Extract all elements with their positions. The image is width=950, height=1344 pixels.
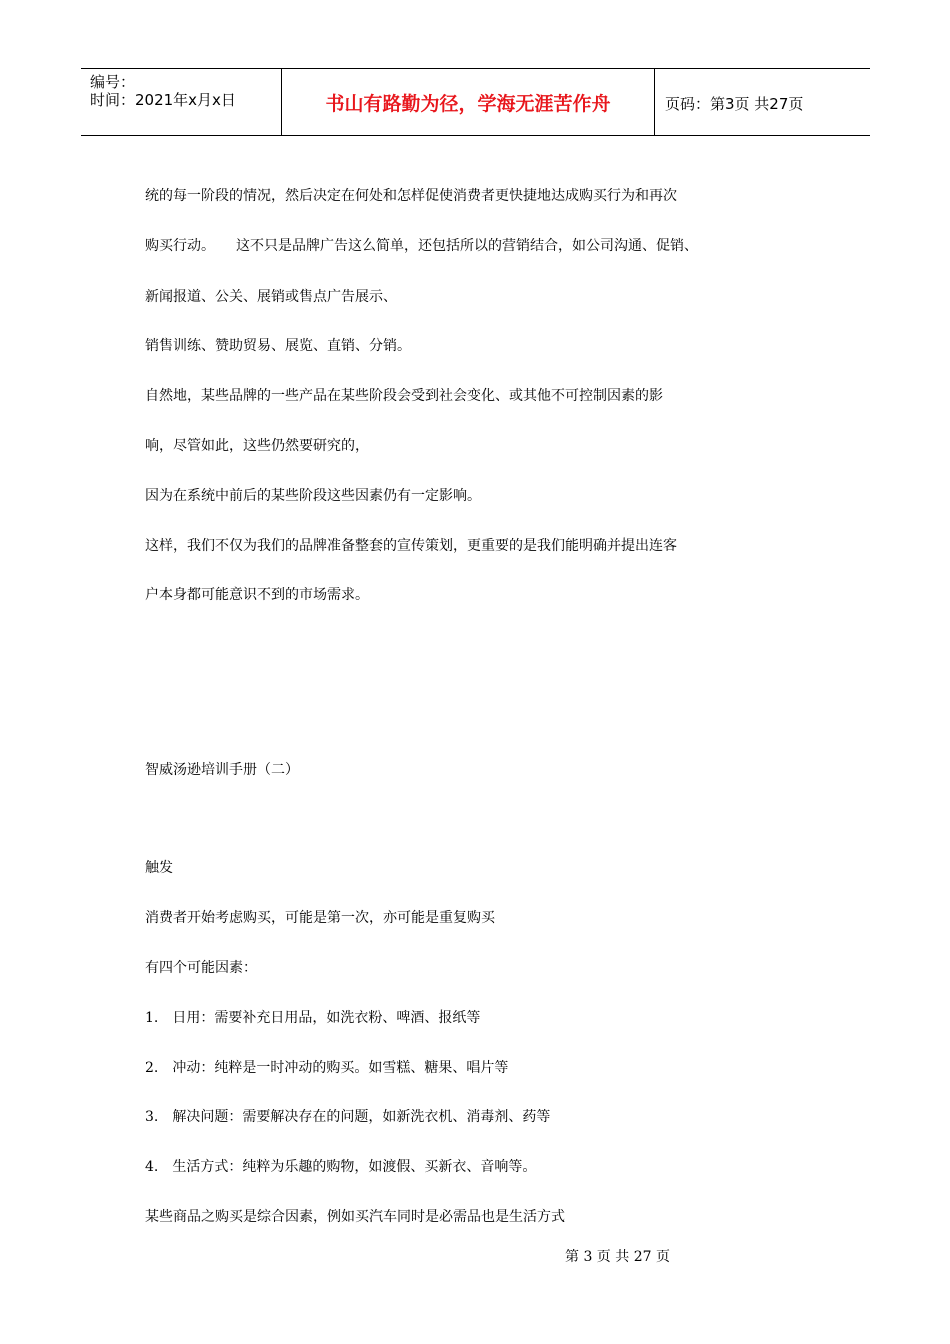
header-page-cell (655, 69, 870, 135)
body-line: 这样，我们不仅为我们的品牌准备整套的宣传策划，更重要的是我们能明确并提出连客 (145, 538, 677, 554)
body-line: 消费者开始考虑购买，可能是第一次，亦可能是重复购买 (145, 910, 495, 926)
motto-text: 书山有路勤为径，学海无涯苦作舟 (325, 93, 611, 115)
header-meta-cell (81, 69, 281, 135)
page-footer: 第 3 页 共 27 页 (565, 1249, 670, 1265)
header-motto-cell (281, 69, 655, 135)
section-title: 智威汤逊培训手册（二） (145, 762, 299, 778)
body-line: 统的每一阶段的情况，然后决定在何处和怎样促使消费者更快捷地达成购买行为和再次 (145, 188, 677, 204)
body-line: 某些商品之购买是综合因素，例如买汽车同时是必需品也是生活方式 (145, 1209, 565, 1225)
body-line: 购买行动。 这不只是品牌广告这么简单，还包括所以的营销结合，如公司沟通、促销、 (145, 238, 698, 254)
body-line: 响，尽管如此，这些仍然要研究的， (145, 438, 369, 454)
body-line: 新闻报道、公关、展销或售点广告展示、 (145, 289, 397, 305)
document-date: 时间：2021年x月x日 (90, 91, 236, 109)
document-header (81, 68, 870, 136)
body-line: 因为在系统中前后的某些阶段这些因素仍有一定影响。 (145, 488, 481, 504)
list-item: 4. 生活方式：纯粹为乐趣的购物，如渡假、买新衣、音响等。 (145, 1159, 537, 1175)
body-line: 自然地，某些品牌的一些产品在某些阶段会受到社会变化、或其他不可控制因素的影 (145, 388, 663, 404)
body-line: 销售训练、赞助贸易、展览、直销、分销。 (145, 338, 411, 354)
body-line: 户本身都可能意识不到的市场需求。 (145, 587, 369, 603)
list-item: 1. 日用：需要补充日用品，如洗衣粉、啤酒、报纸等 (145, 1010, 481, 1026)
list-item: 2. 冲动：纯粹是一时冲动的购买。如雪糕、糖果、唱片等 (145, 1060, 509, 1076)
body-line: 有四个可能因素： (145, 960, 257, 976)
header-page-info: 页码：第3页 共27页 (665, 95, 804, 113)
document-number-label: 编号： (90, 73, 136, 91)
subsection-title: 触发 (145, 860, 173, 876)
list-item: 3. 解决问题：需要解决存在的问题，如新洗衣机、消毒剂、药等 (145, 1109, 551, 1125)
